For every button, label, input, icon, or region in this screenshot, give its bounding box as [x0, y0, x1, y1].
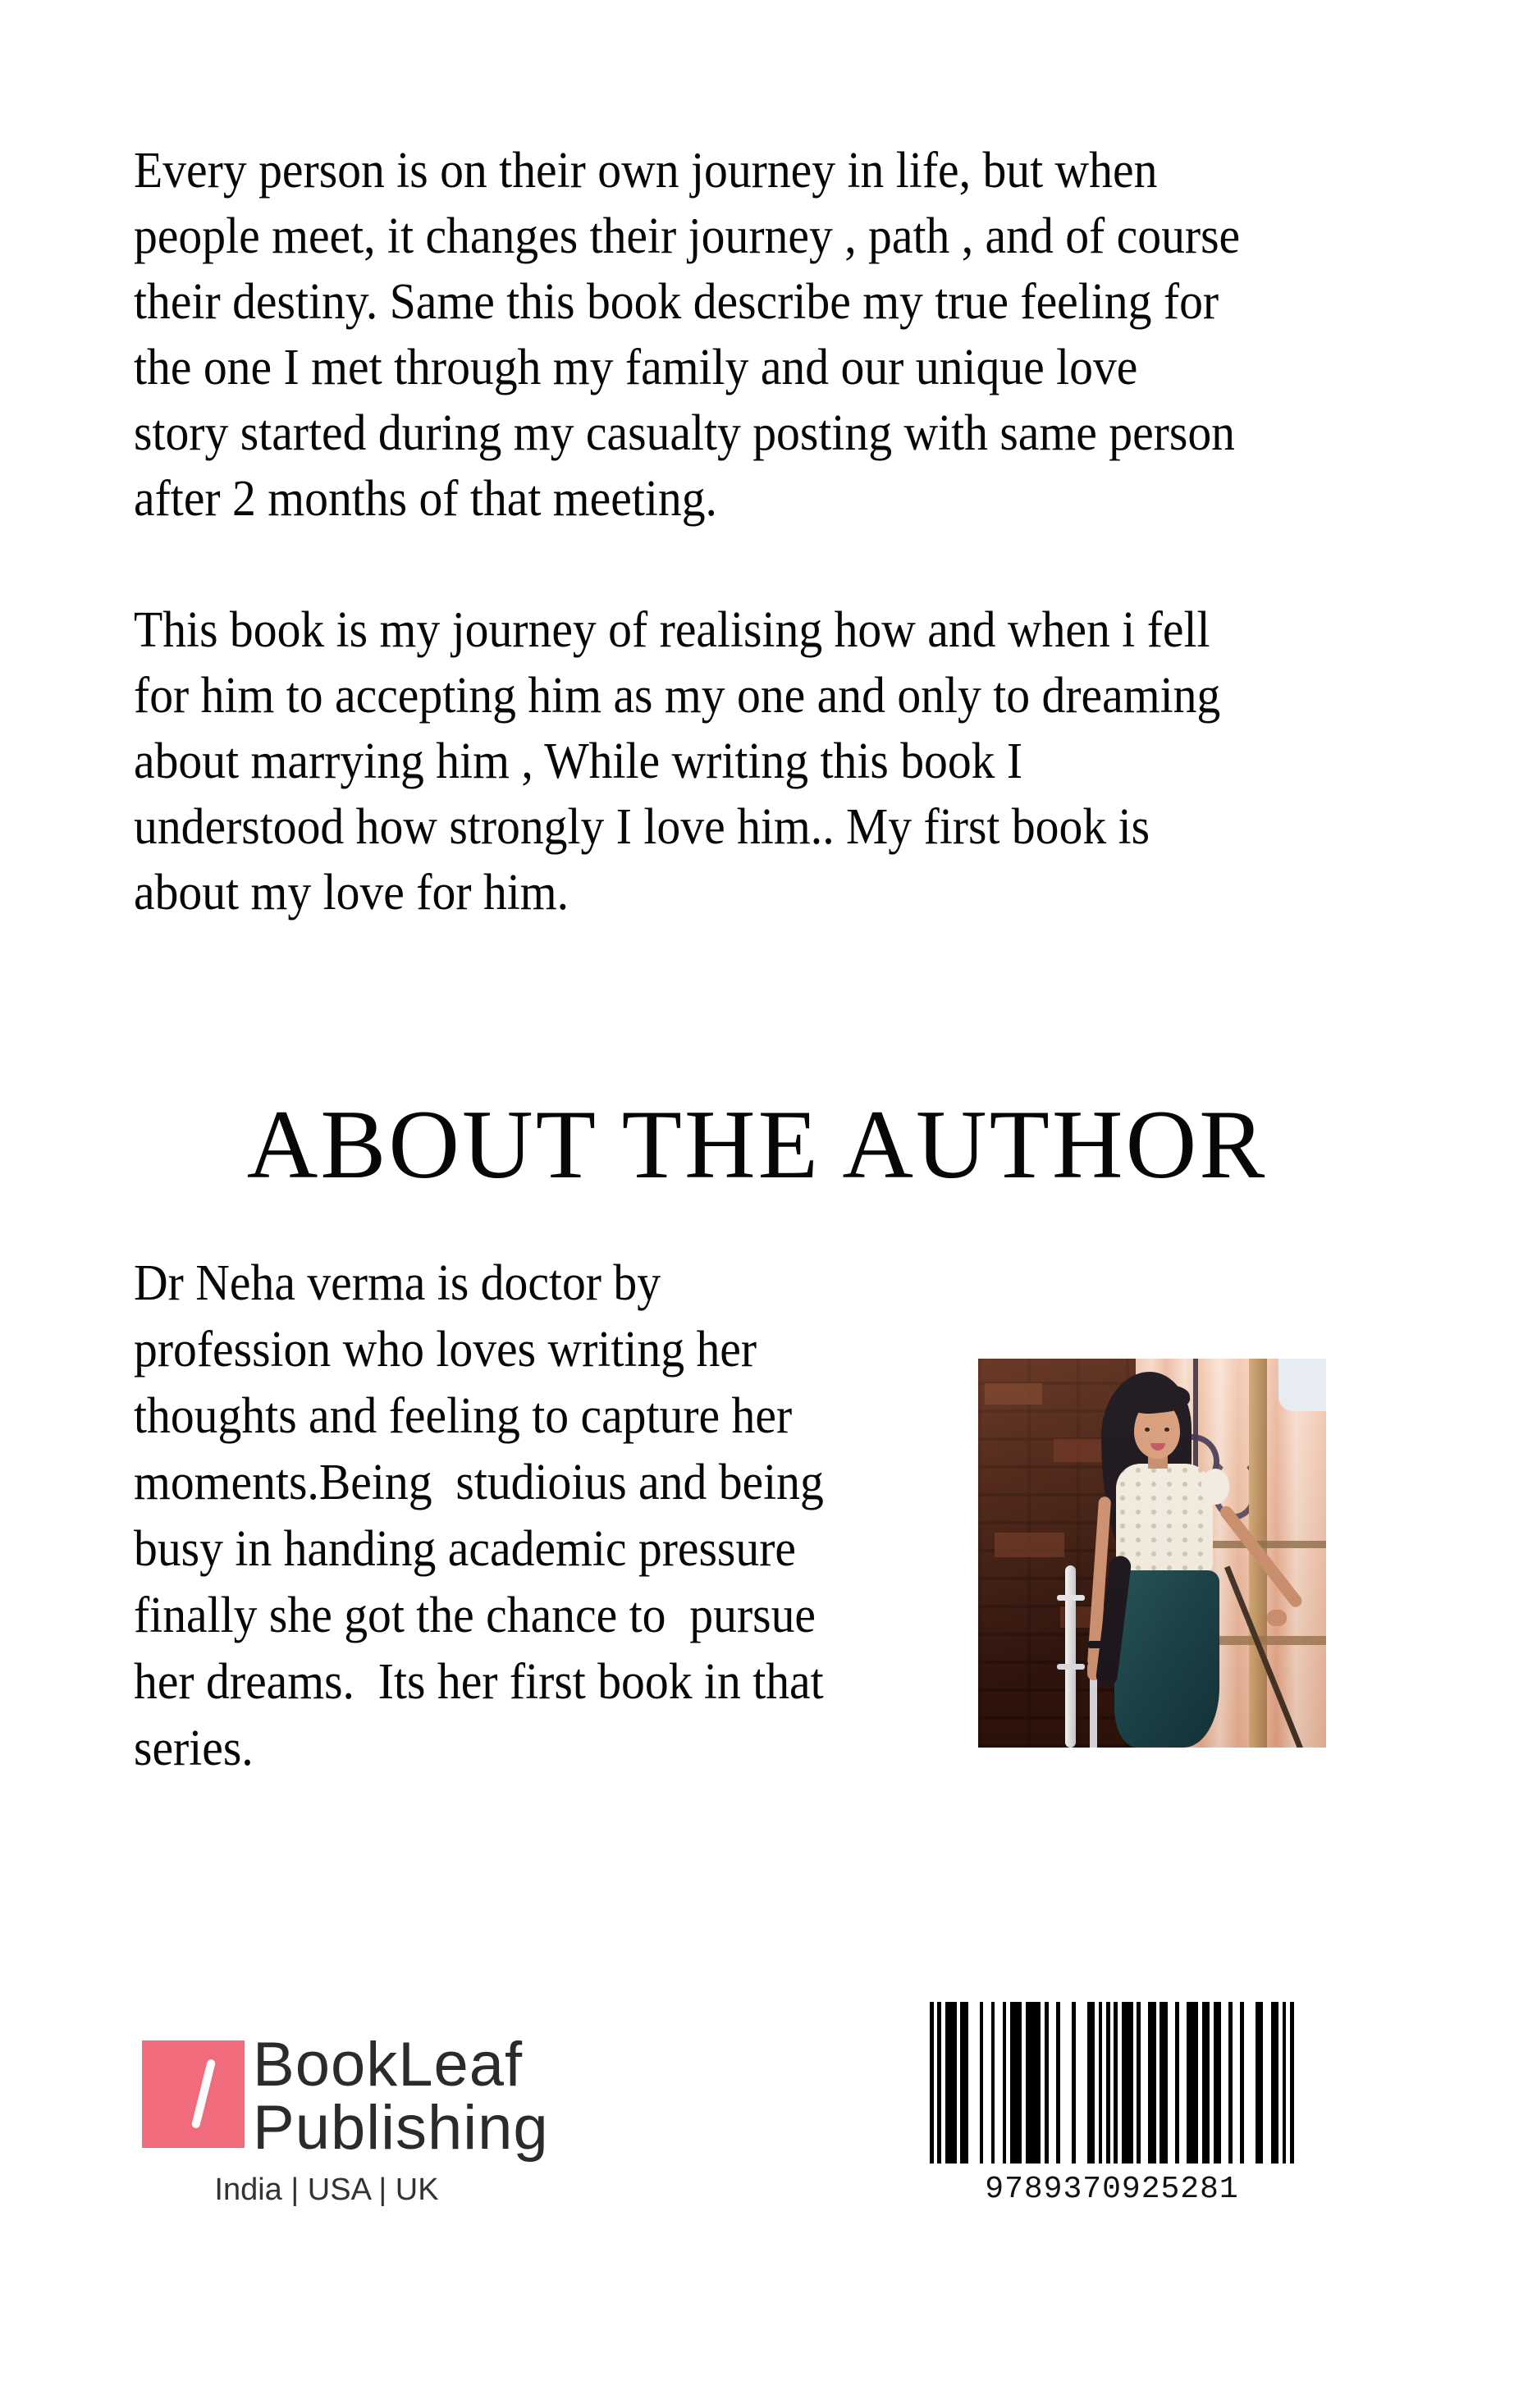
synopsis-paragraph-2	[134, 597, 1220, 925]
text-line: their destiny. Same this book describe my true feeling for	[134, 274, 1219, 330]
publisher-regions: India | USA | UK	[214, 2173, 439, 2207]
publisher-name-line-2: Publishing	[253, 2093, 549, 2163]
text-line: thoughts and feeling to capture her	[134, 1388, 793, 1444]
text-line: series.	[134, 1720, 254, 1776]
text-line: Every person is on their own journey in life, but when	[134, 143, 1158, 199]
text-line: This book is my journey of realising how and when i fell	[134, 602, 1210, 658]
text-line: for him to accepting him as my one and only to dreaming	[134, 668, 1221, 724]
publisher-name-line-1: BookLeaf	[253, 2030, 524, 2100]
publisher-logo-mark	[142, 2040, 245, 2148]
synopsis-paragraph-1	[134, 138, 1240, 532]
text-line: profession who loves writing her	[134, 1322, 757, 1378]
publisher-name	[253, 2030, 549, 2163]
text-line: about marrying him , While writing this book I	[134, 733, 1023, 789]
text-line: Dr Neha verma is doctor by	[134, 1255, 661, 1311]
author-bio	[134, 1250, 824, 1782]
text-line: the one I met through my family and our unique love	[134, 340, 1138, 395]
text-line: her dreams. Its her first book in that	[134, 1654, 824, 1710]
bar	[1290, 2002, 1294, 2164]
barcode-bars	[930, 2002, 1294, 2164]
isbn-number: 9789370925281	[985, 2172, 1239, 2207]
text-line: finally she got the chance to pursue	[134, 1588, 816, 1643]
slash-icon	[191, 2058, 217, 2129]
text-line: after 2 months of that meeting.	[134, 471, 717, 527]
text-line: people meet, it changes their journey , path , and of course	[134, 208, 1241, 264]
about-the-author-heading: ABOUT THE AUTHOR	[246, 1090, 1268, 1199]
text-line: understood how strongly I love him.. My first book is	[134, 799, 1150, 855]
text-line: story started during my casualty posting with same person	[134, 405, 1235, 461]
author-photo	[978, 1359, 1326, 1748]
barcode	[930, 2002, 1294, 2207]
text-line: moments.Being studioius and being	[134, 1455, 824, 1510]
text-line: about my love for him.	[134, 865, 569, 921]
text-line: busy in handing academic pressure	[134, 1521, 796, 1577]
photo-warm-tint	[978, 1359, 1326, 1748]
